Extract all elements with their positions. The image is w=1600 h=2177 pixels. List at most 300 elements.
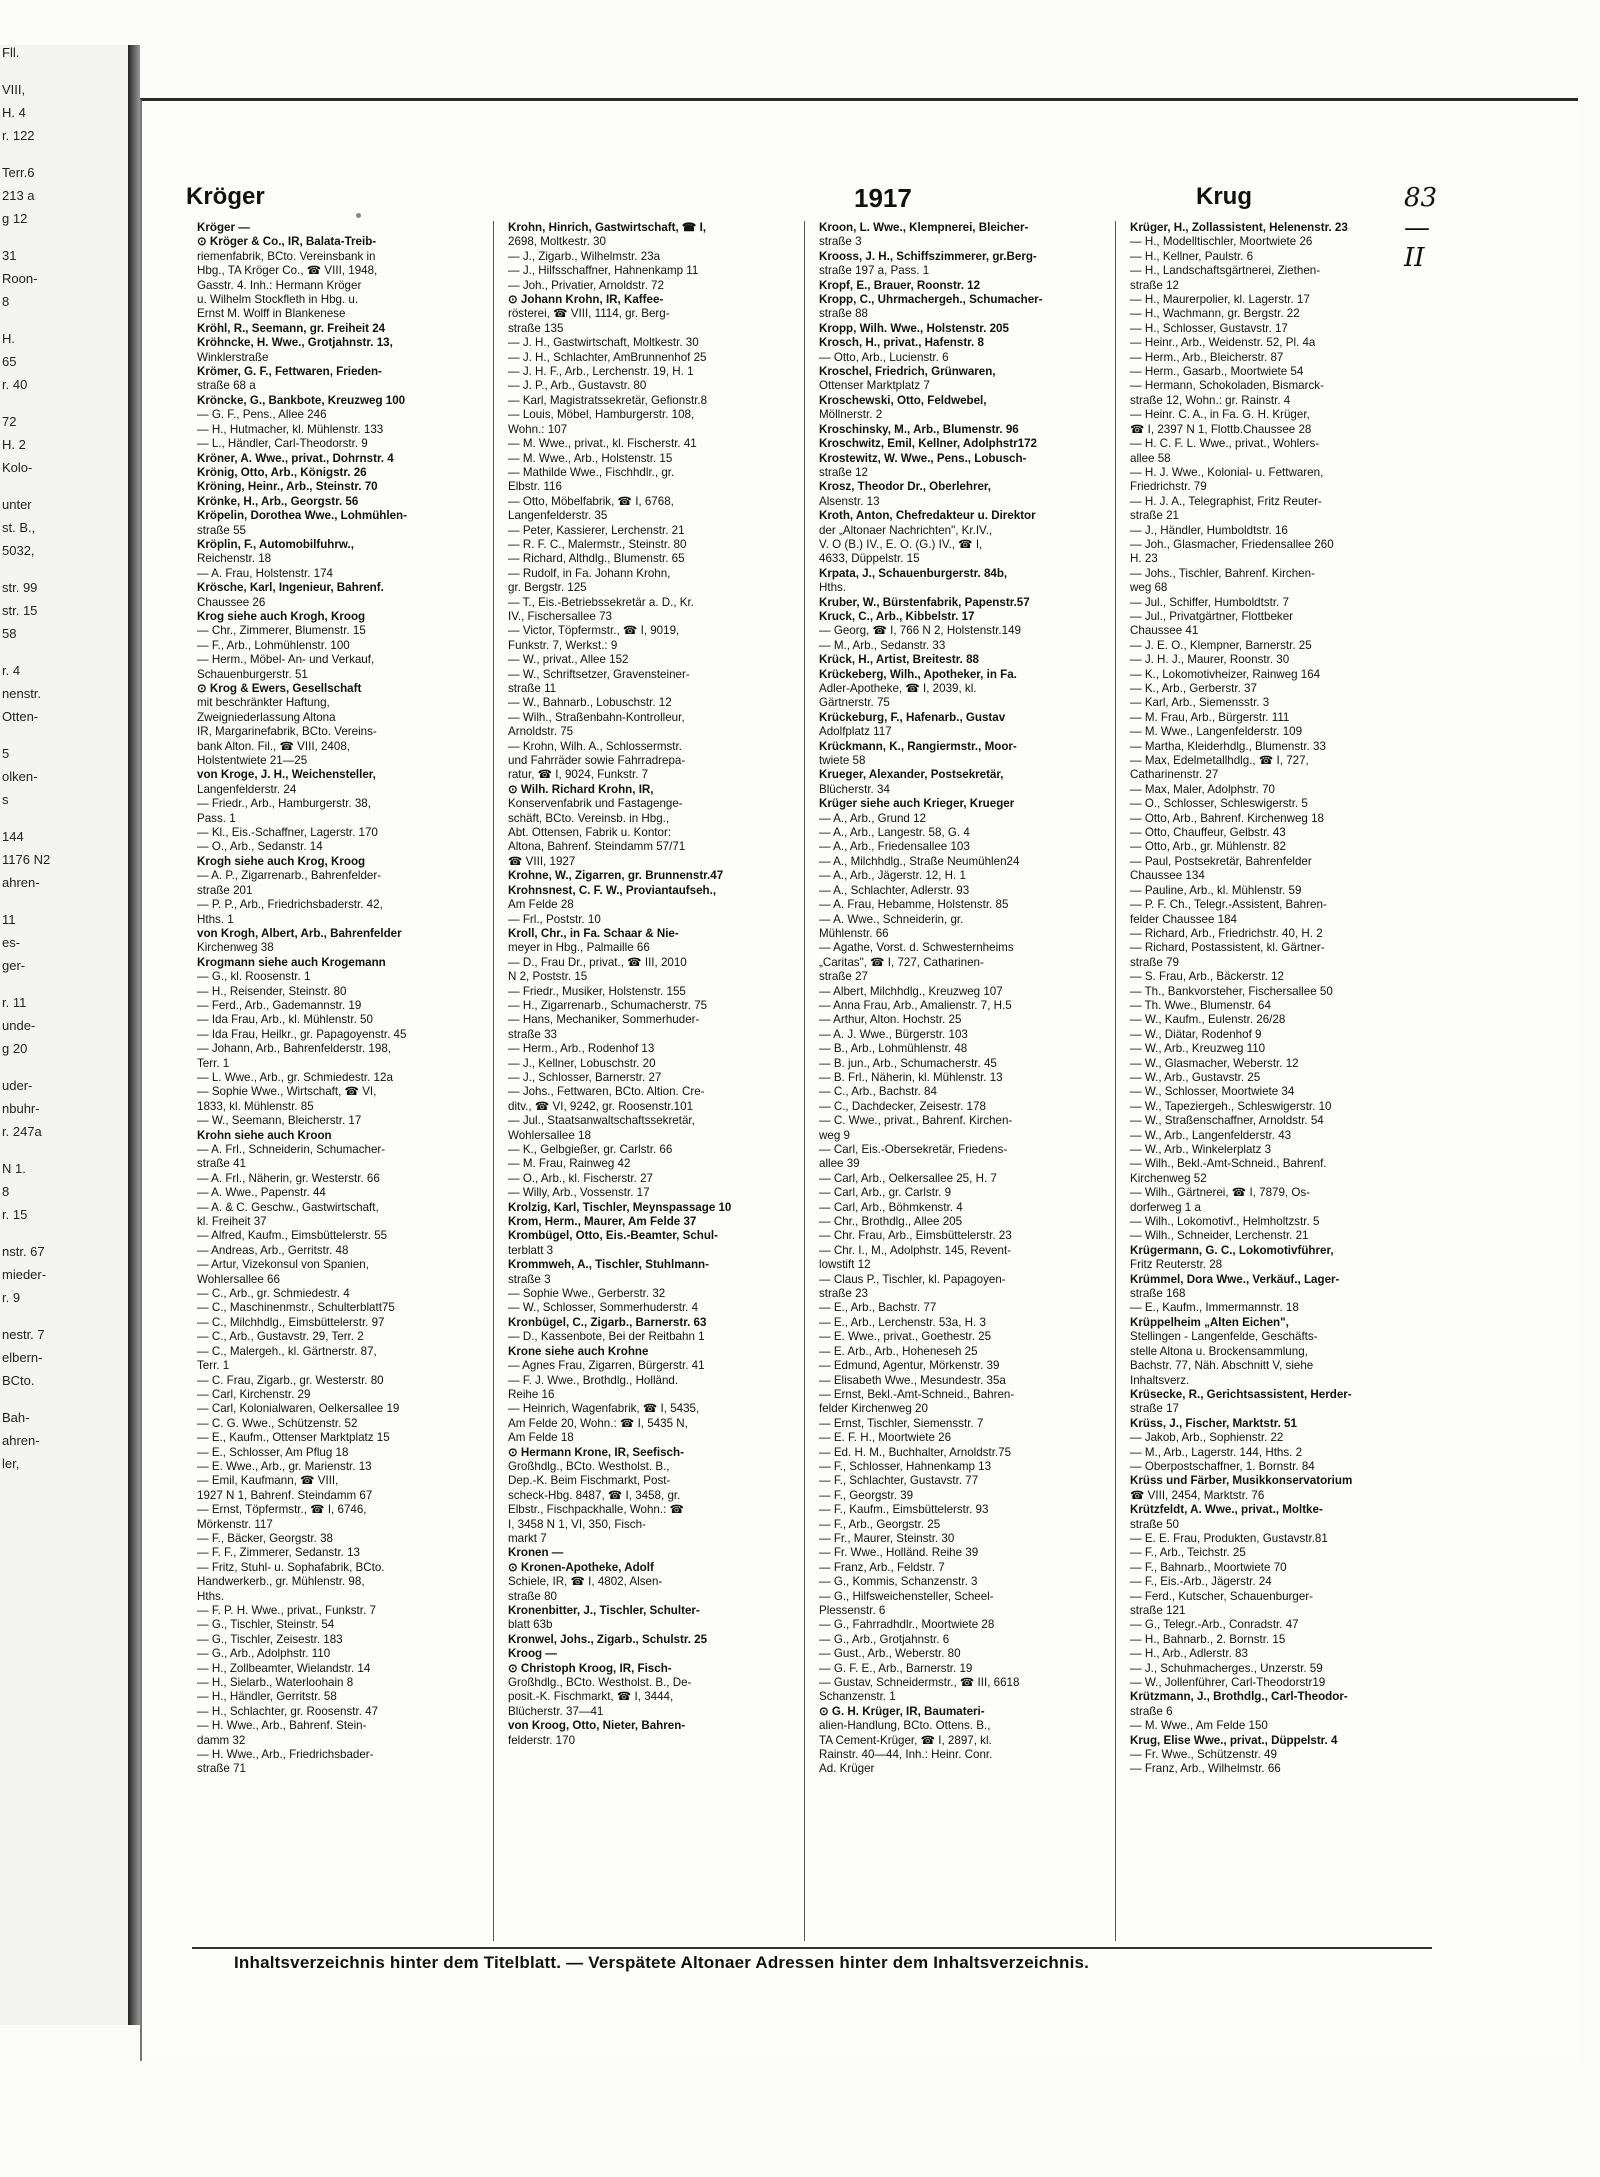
directory-entry-line: Inhaltsverz. (1130, 1373, 1190, 1387)
directory-entry-line: blatt 63b (508, 1618, 553, 1632)
directory-entry-line: — Victor, Töpfermstr., ☎ I, 9019, (508, 624, 680, 638)
margin-fragment: r. 11 (2, 995, 27, 1010)
directory-entry-line: — W., Straßenschaffner, Arnoldstr. 54 (1130, 1114, 1324, 1128)
directory-entry-line: — H., Kellner, Paulstr. 6 (1130, 249, 1254, 263)
directory-entry-line: — W., Bahnarb., Lobuschstr. 12 (508, 696, 672, 710)
directory-entry-line: dorferweg 1 a (1130, 1200, 1201, 1214)
directory-entry-line: ratur, ☎ I, 9024, Funkstr. 7 (508, 768, 649, 782)
directory-entry-line: — A., Arb., Langestr. 58, G. 4 (819, 826, 970, 840)
directory-entry-line: bank Alton. Fil., ☎ VIII, 2408, (197, 739, 350, 753)
directory-entry-line: Plessenstr. 6 (819, 1604, 886, 1617)
directory-entry-line: — G. F. E., Arb., Barnerstr. 19 (819, 1661, 973, 1675)
directory-entry-line: Kronwel, Johs., Zigarb., Schulstr. 25 (508, 1632, 708, 1646)
directory-entry-line: — Frl., Poststr. 10 (508, 912, 601, 926)
directory-entry-line: N 2, Poststr. 15 (508, 970, 588, 984)
margin-fragment: r. 40 (2, 377, 28, 392)
directory-entry-line: felder Chaussee 184 (1130, 912, 1237, 926)
directory-entry-line: — W., Schlosser, Moortwiete 34 (1130, 1085, 1295, 1099)
directory-entry-line: — W., Glasmacher, Weberstr. 12 (1130, 1056, 1299, 1070)
directory-entry-line: ⊙ Kronen-Apotheke, Adolf (508, 1560, 654, 1574)
directory-entry-line: — J. H. F., Arb., Lerchenstr. 19, H. 1 (508, 365, 694, 379)
directory-entry-line: — E. E. Frau, Produkten, Gustavstr.81 (1130, 1531, 1328, 1545)
directory-entry-line: — Anna Frau, Arb., Amalienstr. 7, H.5 (819, 998, 1012, 1012)
margin-fragment: st. B., (2, 520, 36, 535)
margin-fragment: Roon- (2, 271, 38, 286)
directory-entry-line: Krooss, J. H., Schiffszimmerer, gr.Berg- (819, 249, 1037, 263)
directory-entry-line: — B. jun., Arb., Schumacherstr. 45 (819, 1056, 997, 1070)
directory-entry-line: Catharinenstr. 27 (1130, 768, 1219, 782)
directory-entry-line: — Franz, Arb., Feldstr. 7 (819, 1560, 945, 1574)
directory-entry-line: Krosz, Theodor Dr., Oberlehrer, (819, 480, 992, 494)
directory-entry-line: riemenfabrik, BCto. Vereinsbank in (197, 249, 376, 263)
margin-fragment: olken- (2, 769, 38, 784)
directory-entry-line: stelle Altona u. Brockensammlung, (1130, 1344, 1308, 1358)
directory-entry-line: Zweigniederlassung Altona (197, 710, 336, 724)
directory-entry-line: Adolfplatz 117 (819, 725, 892, 739)
margin-fragment: r. 4 (2, 663, 21, 678)
directory-entry-line: — Rudolf, in Fa. Johann Krohn, (508, 566, 671, 580)
margin-fragment: nstr. 67 (2, 1244, 45, 1259)
margin-fragment: 58 (2, 626, 17, 641)
directory-entry-line: — H., Schlosser, Gustavstr. 17 (1130, 321, 1288, 335)
directory-entry-line: — Karl, Magistratssekretär, Gefionstr.8 (508, 393, 708, 407)
directory-entry-line: — A. Wwe., Schneiderin, gr. (819, 912, 964, 926)
directory-entry-line: — Pauline, Arb., kl. Mühlenstr. 59 (1130, 883, 1302, 897)
book-gutter (128, 45, 140, 2025)
directory-entry-line: — B., Arb., Lohmühlenstr. 48 (819, 1042, 968, 1056)
directory-entry-line: Kruck, C., Arb., Kibbelstr. 17 (819, 609, 975, 623)
directory-entry-line: und Fahrräder sowie Fahrradrepa- (508, 754, 686, 768)
directory-entry-line: — G. F., Pens., Allee 246 (197, 408, 327, 422)
directory-entry-line: Mörkenstr. 117 (197, 1517, 273, 1531)
directory-entry-line: — H., Bahnarb., 2. Bornstr. 15 (1130, 1632, 1286, 1646)
directory-entry-line: — Oberpostschaffner, 1. Bornstr. 84 (1130, 1459, 1315, 1473)
directory-entry-line: — L. Wwe., Arb., gr. Schmiedestr. 12a (197, 1070, 393, 1084)
directory-entry-line: Stellingen - Langenfelde, Geschäfts- (1130, 1330, 1318, 1344)
directory-entry-line: — J., Schuhmacherges., Unzerstr. 59 (1130, 1661, 1323, 1675)
directory-entry-line: — F., Schlosser, Hahnenkamp 13 (819, 1459, 992, 1473)
directory-entry-line: — F. J. Wwe., Brothdlg., Holländ. (508, 1373, 679, 1387)
directory-entry-line: ☎ I, 2397 N 1, Flottb.Chaussee 28 (1130, 422, 1312, 436)
column-2 (508, 221, 805, 1941)
directory-entry-line: — Heinrich, Wagenfabrik, ☎ I, 5435, (508, 1402, 700, 1416)
directory-entry-line: Handwerkerb., gr. Mühlenstr. 98, (197, 1575, 365, 1589)
margin-fragment: ahren- (2, 875, 40, 890)
directory-entry-line: — P. P., Arb., Friedrichsbaderstr. 42, (197, 898, 383, 912)
directory-entry-line: — Wilh., Gärtnerei, ☎ I, 7879, Os- (1130, 1186, 1311, 1200)
directory-entry-line: Chaussee 41 (1130, 624, 1199, 638)
directory-entry-line: straße 201 (197, 883, 253, 897)
directory-entry-line: Kroschinsky, M., Arb., Blumenstr. 96 (819, 422, 1019, 436)
directory-entry-line: Hths. 1 (197, 912, 234, 926)
directory-entry-line: Krug, Elise Wwe., privat., Düppelstr. 4 (1130, 1733, 1338, 1747)
directory-entry-line: — M. Wwe., Langenfelderstr. 109 (1130, 725, 1303, 739)
directory-entry-line: straße 197 a, Pass. 1 (819, 264, 930, 278)
directory-entry-line: — Otto, Möbelfabrik, ☎ I, 6768, (508, 494, 674, 508)
directory-entry-line: straße 21 (1130, 509, 1179, 523)
directory-entry-line: — A., Arb., Friedensallee 103 (819, 840, 970, 854)
directory-entry-line: — Richard, Arb., Friedrichstr. 40, H. 2 (1130, 926, 1323, 940)
directory-entry-line: Friedrichstr. 79 (1130, 480, 1207, 494)
directory-entry-line: — H., Händler, Gerritstr. 58 (197, 1690, 337, 1704)
directory-entry-line: Reichenstr. 18 (197, 552, 272, 566)
margin-fragment: mieder- (2, 1267, 47, 1282)
directory-entry-line: — Ida Frau, Arb., kl. Mühlenstr. 50 (197, 1013, 373, 1027)
directory-entry-line: — O., Arb., Sedanstr. 14 (197, 840, 323, 854)
directory-entry-line: von Krogh, Albert, Arb., Bahrenfelder (197, 926, 402, 940)
directory-columns (197, 221, 1437, 1941)
directory-entry-line: — Georg, ☎ I, 766 N 2, Holstenstr.149 (819, 624, 1021, 638)
directory-entry-line: — W., Arb., Kreuzweg 110 (1130, 1042, 1266, 1056)
directory-entry-line: — Carl, Kolonialwaren, Oelkersallee 19 (197, 1402, 400, 1416)
directory-entry-line: Krog siehe auch Krogh, Kroog (197, 609, 366, 623)
directory-entry-line: — Friedr., Arb., Hamburgerstr. 38, (197, 797, 371, 811)
directory-entry-line: Kropp, Wilh. Wwe., Holstenstr. 205 (819, 321, 1009, 335)
directory-entry-line: — W., Schriftsetzer, Gravensteiner- (508, 667, 690, 681)
directory-entry-line: Kroog — (508, 1647, 557, 1661)
directory-page (140, 98, 1578, 2061)
directory-entry-line: TA Cement-Krüger, ☎ I, 2897, kl. (819, 1733, 992, 1747)
directory-entry-line: — Otto, Arb., gr. Mühlenstr. 82 (1130, 840, 1286, 854)
directory-entry-line: — A., Schlachter, Adlerstr. 93 (819, 883, 970, 897)
directory-entry-line: I, 3458 N 1, VI, 350, Fisch- (508, 1517, 646, 1531)
directory-entry-line: ⊙ Krog & Ewers, Gesellschaft (197, 682, 362, 695)
margin-fragment: ahren- (2, 1433, 40, 1448)
directory-entry-line: straße 23 (819, 1287, 868, 1301)
directory-entry-line: — Johs., Tischler, Bahrenf. Kirchen- (1130, 566, 1315, 580)
directory-entry-line: — Carl, Arb., gr. Carlstr. 9 (819, 1186, 952, 1200)
directory-entry-line: — G., Kommis, Schanzenstr. 3 (819, 1575, 978, 1589)
directory-entry-line: Krückeberg, Wilh., Apotheker, in Fa. (819, 667, 1017, 681)
directory-entry-line: lowstift 12 (819, 1258, 871, 1272)
directory-entry-line: — M. Frau, Arb., Bürgerstr. 111 (1130, 710, 1290, 724)
directory-entry-line: Kronenbitter, J., Tischler, Schulter- (508, 1604, 700, 1617)
directory-entry-line: Terr. 1 (197, 1056, 230, 1070)
margin-fragment: 144 (2, 829, 24, 844)
directory-entry-line: — F., Georgstr. 39 (819, 1488, 914, 1502)
directory-entry-line: Fritz Reuterstr. 28 (1130, 1258, 1223, 1272)
directory-entry-line: — H., Modelltischler, Moortwiete 26 (1130, 235, 1313, 249)
directory-entry-line: Krüppelheim „Alten Eichen", (1130, 1315, 1289, 1329)
directory-entry-line: — Joh., Privatier, Arnoldstr. 72 (508, 278, 664, 292)
directory-entry-line: — F., Bahnarb., Moortwiete 70 (1130, 1560, 1287, 1574)
directory-entry-line: 1833, kl. Mühlenstr. 85 (197, 1099, 314, 1113)
directory-entry-line: — Emil, Kaufmann, ☎ VIII, (197, 1474, 339, 1488)
directory-entry-line: Krönig, Otto, Arb., Königstr. 26 (197, 465, 367, 479)
directory-entry-line: — K., Gelbgießer, gr. Carlstr. 66 (508, 1143, 673, 1156)
directory-entry-line: — Wilh., Schneider, Lerchenstr. 21 (1130, 1229, 1309, 1243)
margin-fragment: r. 122 (2, 128, 35, 143)
directory-entry-line: — M., Arb., Sedanstr. 33 (819, 638, 946, 652)
directory-entry-line: — H. Wwe., Arb., Friedrichsbader- (197, 1748, 374, 1762)
directory-entry-line: Krüss und Färber, Musikkonservatorium (1130, 1474, 1353, 1488)
directory-entry-line: — S. Frau, Arb., Bäckerstr. 12 (1130, 970, 1284, 984)
margin-fragment: BCto. (2, 1373, 35, 1388)
directory-entry-line: Krösche, Karl, Ingenieur, Bahrenf. (197, 581, 384, 595)
directory-entry-line: Pass. 1 (197, 811, 236, 825)
directory-entry-line: — W., Schlosser, Sommerhuderstr. 4 (508, 1301, 699, 1315)
directory-entry-line: Krostewitz, W. Wwe., Pens., Lobusch- (819, 451, 1027, 465)
margin-fragment: r. 15 (2, 1207, 28, 1222)
margin-fragment: Terr.6 (2, 165, 35, 180)
directory-entry-line: Funkstr. 7, Werkst.: 9 (508, 638, 618, 652)
directory-entry-line: — H., Hutmacher, kl. Mühlenstr. 133 (197, 422, 384, 436)
directory-entry-line: Krosch, H., privat., Hafenstr. 8 (819, 336, 984, 350)
margin-fragment: ler, (2, 1456, 20, 1471)
directory-entry-line: — G., Hilfsweichensteller, Scheel- (819, 1589, 994, 1603)
directory-entry-line: — Franz, Arb., Wilhelmstr. 66 (1130, 1762, 1281, 1776)
directory-entry-line: der „Altonaer Nachrichten", Kr.IV., (819, 523, 993, 537)
directory-entry-line: — G., Fahrradhdlr., Moortwiete 28 (819, 1618, 995, 1632)
directory-entry-line: Reihe 16 (508, 1387, 555, 1401)
directory-entry-line: Gärtnerstr. 75 (819, 696, 890, 710)
directory-entry-line: Schanzenstr. 1 (819, 1690, 896, 1704)
margin-fragment: 5 (2, 746, 10, 761)
column-3 (819, 221, 1116, 1941)
directory-entry-line: Chaussee 134 (1130, 869, 1205, 883)
directory-entry-line: mit beschränkter Haftung, (197, 696, 330, 710)
directory-entry-line: — M. Wwe., privat., kl. Fischerstr. 41 (508, 437, 697, 451)
directory-entry-line: Wohlersallee 18 (508, 1128, 591, 1142)
directory-entry-line: — E., Kaufm., Ottenser Marktplatz 15 (197, 1431, 390, 1445)
directory-entry-line: 4633, Düppelstr. 15 (819, 552, 920, 566)
directory-entry-line: — Hans, Mechaniker, Sommerhuder- (508, 1013, 700, 1027)
directory-entry-line: straße 27 (819, 970, 868, 984)
directory-entry-line: — M., Arb., Lagerstr. 144, Hths. 2 (1130, 1445, 1303, 1459)
directory-entry-line: — A. Frau, Holstenstr. 174 (197, 566, 333, 580)
directory-entry-line: Kröhl, R., Seemann, gr. Freiheit 24 (197, 321, 386, 335)
directory-entry-line: — Heinr. C. A., in Fa. G. H. Krüger, (1130, 408, 1310, 422)
directory-entry-line: felderstr. 170 (508, 1733, 576, 1747)
directory-entry-line: Holstentwiete 21—25 (197, 754, 308, 768)
directory-entry-line: Kröning, Heinr., Arb., Steinstr. 70 (197, 480, 378, 494)
directory-entry-line: Konservenfabrik und Fastagenge- (508, 797, 683, 811)
margin-fragment: 65 (2, 354, 17, 369)
directory-entry-line: — F., Bäcker, Georgstr. 38 (197, 1531, 333, 1545)
directory-entry-line: ☎ VIII, 2454, Marktstr. 76 (1130, 1488, 1265, 1502)
directory-entry-line: — C. G. Wwe., Schützenstr. 52 (197, 1416, 358, 1430)
margin-fragment: H. 2 (2, 437, 26, 452)
directory-entry-line: — Sophie Wwe., Wirtschaft, ☎ VI, (197, 1085, 377, 1099)
directory-entry-line: — Carl, Kirchenstr. 29 (197, 1387, 311, 1401)
directory-entry-line: — Ed. H. M., Buchhalter, Arnoldstr.75 (819, 1445, 1012, 1459)
directory-entry-line: Blücherstr. 37—41 (508, 1704, 604, 1718)
directory-entry-line: — Chr., Brothdlg., Allee 205 (819, 1215, 963, 1229)
directory-entry-line: — Agnes Frau, Zigarren, Bürgerstr. 41 (508, 1359, 705, 1373)
directory-entry-line: kl. Freiheit 37 (197, 1215, 267, 1229)
directory-entry-line: — Wilh., Straßenbahn-Kontrolleur, (508, 710, 685, 724)
directory-entry-line: Rainstr. 40—44, Inh.: Heinr. Conr. (819, 1748, 993, 1762)
directory-entry-line: — E., Kaufm., Immermannstr. 18 (1130, 1301, 1299, 1315)
directory-entry-line: — J., Schlosser, Barnerstr. 27 (508, 1070, 662, 1084)
directory-entry-line: Krogmann siehe auch Krogemann (197, 955, 386, 969)
directory-entry-line: — P. F. Ch., Telegr.-Assistent, Bahren- (1130, 898, 1327, 912)
directory-entry-line: — Alfred, Kaufm., Eimsbüttelerstr. 55 (197, 1229, 388, 1243)
directory-entry-line: — W., Diätar, Rodenhof 9 (1130, 1027, 1262, 1041)
footer-note: Inhaltsverzeichnis hinter dem Titelblatt. — Verspätete Altonaer Adressen hinter dem Inhaltsverzeichnis. (234, 1953, 1090, 1972)
running-head-left: Kröger (186, 183, 265, 210)
directory-entry-line: — Ferd., Kutscher, Schauenburger- (1130, 1589, 1314, 1603)
directory-entry-line: Ernst M. Wolff in Blankenese (197, 307, 346, 321)
directory-entry-line: Kropp, C., Uhrmachergeh., Schumacher- (819, 293, 1043, 307)
directory-entry-line: Adler-Apotheke, ☎ I, 2039, kl. (819, 682, 977, 695)
directory-entry-line: meyer in Hbg., Palmaille 66 (508, 941, 650, 955)
directory-entry-line: — H., Reisender, Steinstr. 80 (197, 984, 347, 998)
directory-entry-line: Kroth, Anton, Chefredakteur u. Direktor (819, 509, 1036, 523)
directory-entry-line: — Max, Edelmetallhdlg., ☎ I, 727, (1130, 754, 1309, 768)
directory-entry-line: — F. P. H. Wwe., privat., Funkstr. 7 (197, 1604, 376, 1617)
directory-entry-line: — Martha, Kleiderhdlg., Blumenstr. 33 (1130, 739, 1326, 753)
directory-entry-line: V. O (B.) IV., E. O. (G.) IV., ☎ I, (819, 537, 983, 551)
margin-fragment: Kolo- (2, 460, 33, 475)
margin-fragment: str. 99 (2, 580, 38, 595)
directory-entry-line: Mühlenstr. 66 (819, 926, 889, 940)
directory-entry-line: ⊙ Wilh. Richard Krohn, IR, (508, 782, 654, 796)
directory-entry-line: — F., Schlachter, Gustavstr. 77 (819, 1474, 979, 1488)
margin-fragment: unde- (2, 1018, 36, 1033)
directory-entry-line: Krönke, H., Arb., Georgstr. 56 (197, 494, 359, 508)
directory-entry-line: — Max, Maler, Adolphstr. 70 (1130, 782, 1275, 796)
directory-entry-line: — H., Zollbeamter, Wielandstr. 14 (197, 1661, 371, 1675)
margin-fragment: uder- (2, 1078, 33, 1093)
margin-fragment: Otten- (2, 709, 39, 724)
directory-entry-line: — Wilh., Lokomotivf., Helmholtzstr. 5 (1130, 1215, 1320, 1229)
directory-entry-line: — E., Arb., Lerchenstr. 53a, H. 3 (819, 1315, 986, 1329)
directory-entry-line: — Arthur, Alton. Hochstr. 25 (819, 1013, 962, 1027)
directory-entry-line: Kirchenweg 52 (1130, 1171, 1207, 1185)
directory-entry-line: Langenfelderstr. 24 (197, 782, 297, 796)
directory-entry-line: — H., Schlachter, gr. Roosenstr. 47 (197, 1704, 379, 1718)
directory-entry-line: Krüger, H., Zollassistent, Helenenstr. 23 (1130, 221, 1348, 234)
directory-entry-line: Großhdlg., BCto. Westholst. B., (508, 1459, 670, 1473)
directory-entry-line: IR, Margarinefabrik, BCto. Vereins- (197, 725, 377, 739)
directory-entry-line: — Ernst, Tischler, Siemensstr. 7 (819, 1416, 984, 1430)
directory-entry-line: — Willy, Arb., Vossenstr. 17 (508, 1186, 650, 1200)
directory-entry-line: — C., Arb., Bachstr. 84 (819, 1085, 937, 1099)
directory-entry-line: — H. Wwe., Arb., Bahrenf. Stein- (197, 1719, 367, 1733)
directory-entry-line: — Herm., Arb., Rodenhof 13 (508, 1042, 655, 1056)
margin-fragment: VIII, (2, 82, 26, 97)
directory-entry-line: Wohlersallee 66 (197, 1272, 280, 1286)
directory-entry-line: Chaussee 26 (197, 595, 266, 609)
directory-entry-line: — W., privat., Allee 152 (508, 653, 629, 667)
directory-entry-line: — Chr. Frau, Arb., Eimsbüttelerstr. 23 (819, 1229, 1012, 1243)
directory-entry-line: ☎ VIII, 1927 (508, 854, 576, 868)
directory-entry-line: von Kroge, J. H., Weichensteller, (197, 768, 376, 782)
margin-fragment: g 12 (2, 211, 28, 226)
directory-entry-line: — T., Eis.-Betriebssekretär a. D., Kr. (508, 595, 694, 609)
directory-entry-line: Gasstr. 4. Inh.: Hermann Kröger (197, 278, 362, 292)
directory-entry-line: Kronbügel, C., Zigarb., Barnerstr. 63 (508, 1315, 707, 1329)
running-head-year: 1917 (854, 183, 912, 213)
margin-fragment: r. 247a (2, 1124, 42, 1139)
directory-entry-line: — Heinr., Arb., Weidenstr. 52, Pl. 4a (1130, 336, 1316, 350)
directory-entry-line: — Krohn, Wilh. A., Schlossermstr. (508, 739, 682, 753)
directory-entry-line: — J., Händler, Humboldtstr. 16 (1130, 523, 1288, 537)
directory-entry-line: Kröhncke, H. Wwe., Grotjahnstr. 13, (197, 336, 393, 350)
directory-entry-line: Langenfelderstr. 35 (508, 509, 608, 523)
directory-entry-line: „Caritas", ☎ I, 727, Catharinen- (819, 955, 984, 969)
directory-entry-line: Kröpelin, Dorothea Wwe., Lohmühlen- (197, 509, 407, 523)
directory-entry-line: — J., Kellner, Lobuschstr. 20 (508, 1056, 656, 1070)
directory-entry-line: weg 9 (819, 1128, 850, 1142)
directory-entry-line: Krückeburg, F., Hafenarb., Gustav (819, 710, 1006, 724)
directory-entry-line: Möllnerstr. 2 (819, 408, 883, 422)
directory-entry-line: — J. H., Gastwirtschaft, Moltkestr. 30 (508, 336, 699, 350)
directory-entry-line: damm 32 (197, 1733, 246, 1747)
directory-entry-line: — F., Kaufm., Eimsbüttelerstr. 93 (819, 1503, 989, 1517)
directory-entry-line: IV., Fischersallee 73 (508, 609, 612, 623)
directory-entry-line: — Joh., Glasmacher, Friedensallee 260 (1130, 537, 1334, 551)
directory-entry-line: — W., Tapeziergeh., Schleswigerstr. 10 (1130, 1099, 1332, 1113)
footer-rule (192, 1947, 1432, 1949)
directory-entry-line: Hths. (819, 581, 847, 595)
directory-entry-line: — Carl, Eis.-Obersekretär, Friedens- (819, 1143, 1008, 1156)
directory-entry-line: Ad. Krüger (819, 1762, 875, 1776)
directory-entry-line: — W., Seemann, Bleicherstr. 17 (197, 1114, 362, 1128)
directory-entry-line: Krückmann, K., Rangiermstr., Moor- (819, 739, 1017, 753)
directory-entry-line: Kropf, E., Brauer, Roonstr. 12 (819, 278, 981, 292)
directory-entry-line: — Gust., Arb., Weberstr. 80 (819, 1647, 961, 1661)
directory-entry-line: Kroschel, Friedrich, Grünwaren, (819, 365, 996, 379)
directory-entry-line: — G., Arb., Adolphstr. 110 (197, 1647, 331, 1661)
directory-entry-line: 1927 N 1, Bahrenf. Steindamm 67 (197, 1488, 373, 1502)
column-4 (1130, 221, 1426, 1941)
directory-entry-line: — C. Frau, Zigarb., gr. Westerstr. 80 (197, 1373, 384, 1387)
margin-fragment: unter (2, 497, 32, 512)
directory-entry-line: straße 3 (819, 235, 862, 249)
margin-fragment: g 20 (2, 1041, 28, 1056)
directory-entry-line: — Chr., Zimmerer, Blumenstr. 15 (197, 624, 366, 638)
directory-entry-line: Krohnsnest, C. F. W., Proviantaufseh., (508, 883, 717, 897)
directory-entry-line: — E. Arb., Arb., Hoheneseh 25 (819, 1344, 978, 1358)
directory-entry-line: — A. Frau, Hebamme, Holstenstr. 85 (819, 898, 1009, 912)
directory-entry-line: — E. F. H., Moortwiete 26 (819, 1431, 952, 1445)
directory-entry-line: Krohn siehe auch Kroon (197, 1128, 332, 1142)
margin-fragment: 72 (2, 414, 17, 429)
directory-entry-line: Krützfeldt, A. Wwe., privat., Moltke- (1130, 1503, 1323, 1517)
directory-entry-line: — K., Lokomotivheizer, Rainweg 164 (1130, 667, 1321, 681)
directory-entry-line: — Jul., Privatgärtner, Flottbeker (1130, 609, 1294, 623)
directory-entry-line: — A., Milchhdlg., Straße Neumühlen24 (819, 854, 1020, 868)
margin-fragment: 8 (2, 294, 10, 309)
directory-entry-line: posit.-K. Fischmarkt, ☎ I, 3444, (508, 1690, 674, 1704)
directory-entry-line: — E. Wwe., Arb., gr. Marienstr. 13 (197, 1459, 372, 1473)
directory-entry-line: — Richard, Postassistent, kl. Gärtner- (1130, 941, 1325, 955)
directory-entry-line: Kröner, A. Wwe., privat., Dohrnstr. 4 (197, 451, 394, 465)
directory-entry-line: Krpata, J., Schauenburgerstr. 84b, (819, 566, 1008, 580)
directory-entry-line: Altona, Bahrenf. Steindamm 57/71 (508, 840, 686, 854)
directory-entry-line: straße 55 (197, 523, 246, 537)
directory-entry-line: — A. J. Wwe., Bürgerstr. 103 (819, 1027, 968, 1041)
directory-entry-line: — J. E. O., Klempner, Barnerstr. 25 (1130, 638, 1312, 652)
directory-entry-line: — Fr., Maurer, Steinstr. 30 (819, 1531, 955, 1545)
margin-fragment: Bah- (2, 1410, 30, 1425)
directory-entry-line: Hbg., TA Kröger Co., ☎ VIII, 1948, (197, 264, 378, 278)
margin-fragment: 213 a (2, 188, 35, 203)
margin-fragment: es- (2, 935, 21, 950)
directory-entry-line: — W., Kaufm., Eulenstr. 26/28 (1130, 1013, 1286, 1027)
directory-entry-line: — W., Arb., Langenfelderstr. 43 (1130, 1128, 1292, 1142)
directory-entry-line: — W., Arb., Gustavstr. 25 (1130, 1070, 1261, 1084)
directory-entry-line: — Mathilde Wwe., Fischhdlr., gr. (508, 465, 675, 479)
directory-entry-line: Elbstr., Fischpackhalle, Wohn.: ☎ (508, 1503, 684, 1517)
directory-entry-line: gr. Bergstr. 125 (508, 581, 587, 595)
directory-entry-line: — Friedr., Musiker, Holstenstr. 155 (508, 984, 686, 998)
directory-entry-line: — H. J. Wwe., Kolonial- u. Fettwaren, (1130, 465, 1324, 479)
directory-entry-line: Dep.-K. Beim Fischmarkt, Post- (508, 1474, 671, 1488)
directory-entry-line: ⊙ G. H. Krüger, IR, Baumateri- (819, 1704, 985, 1718)
